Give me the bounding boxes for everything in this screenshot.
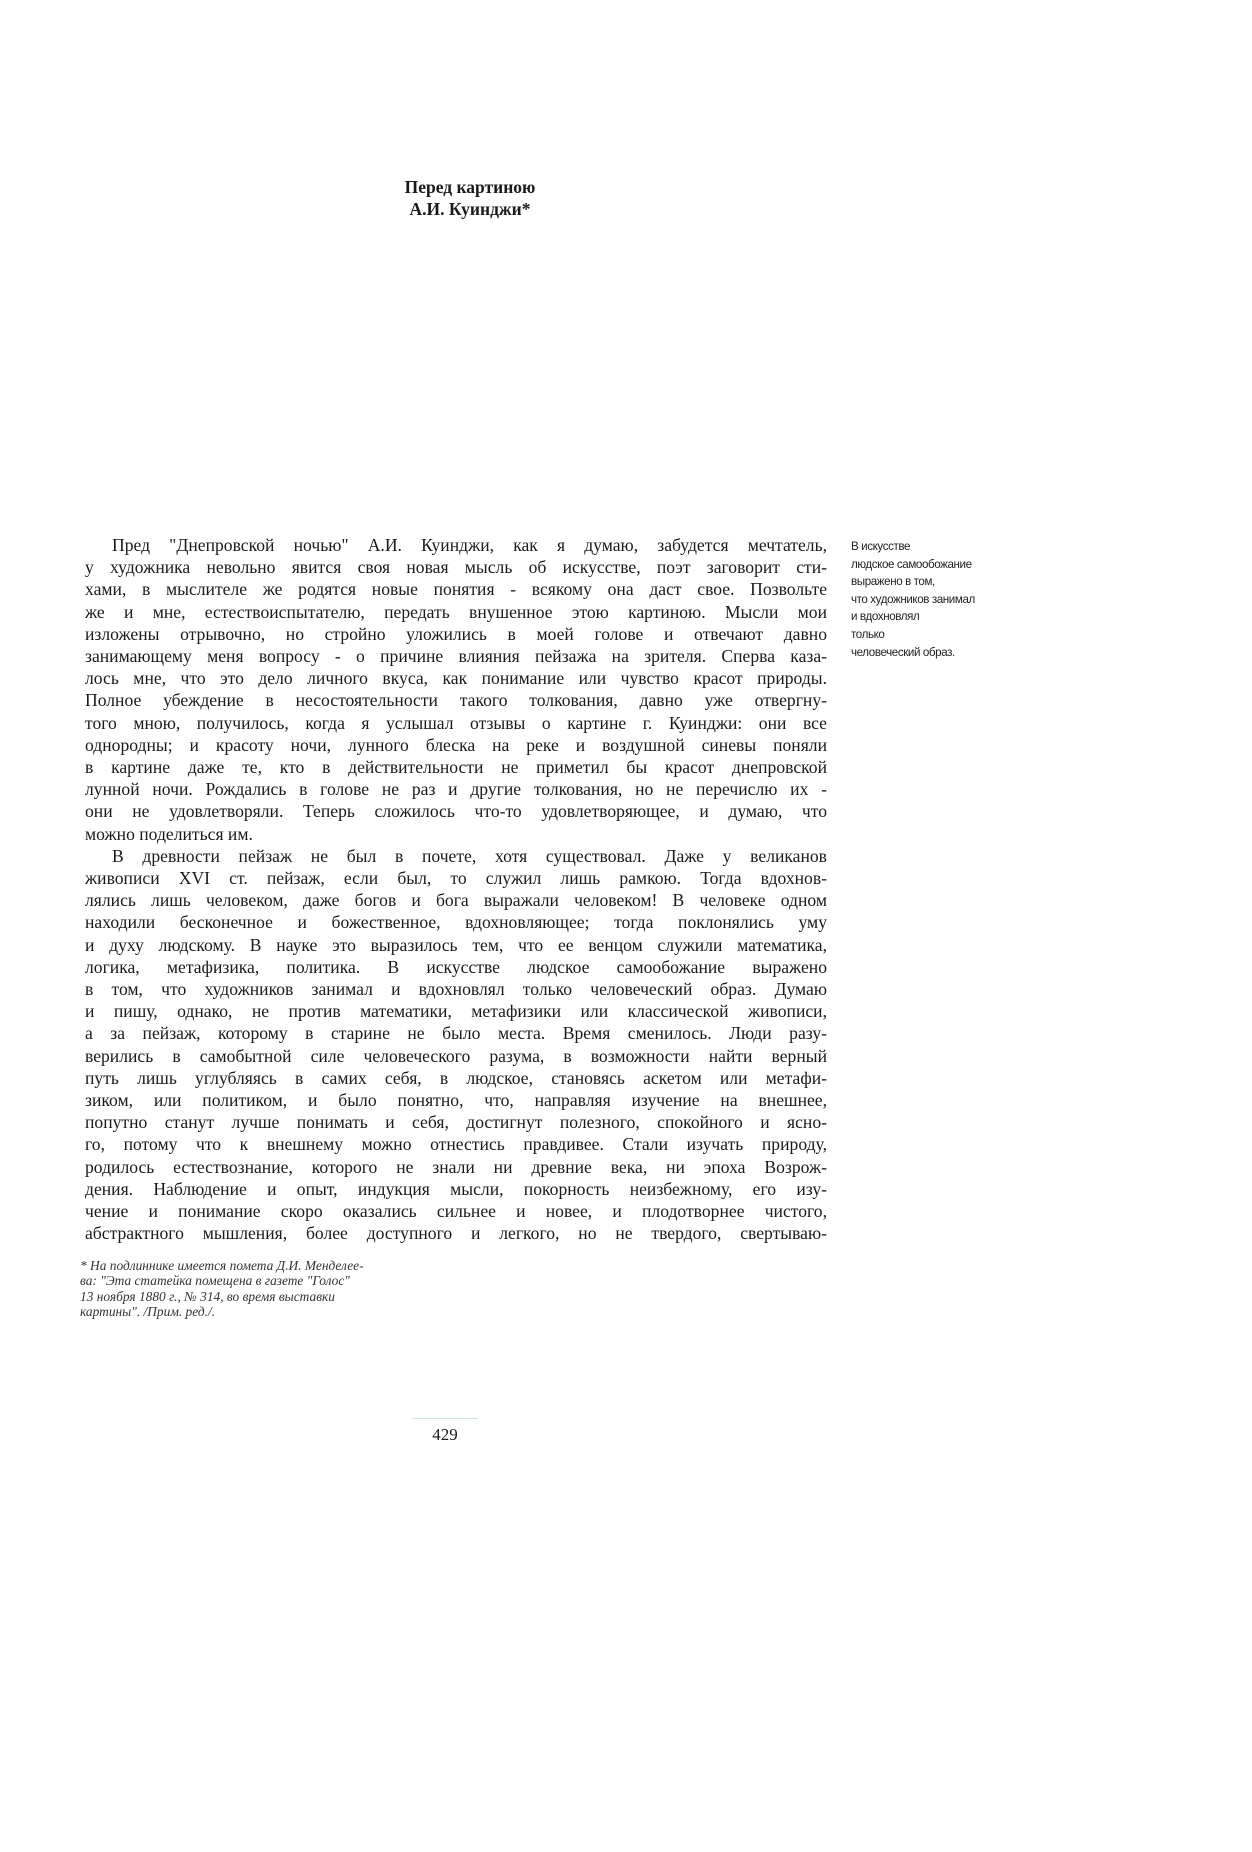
article-body	[85, 534, 827, 1245]
body-line: логика, метафизика, политика. В искусстве людское самообожание выражено	[85, 956, 827, 977]
page-number-rule	[412, 1418, 478, 1419]
body-line: го, потому что к внешнему можно отнестись правдивее. Стали изучать природу,	[85, 1134, 827, 1155]
body-line: Полное убеждение в несостоятельности такого толкования, давно уже отвергну-	[85, 690, 827, 711]
page-number: 429	[432, 1425, 458, 1444]
margin-note-line: выражено в том,	[851, 575, 935, 589]
body-line: находили бесконечное и божественное, вдохновляющее; тогда поклонялись уму	[85, 912, 827, 933]
article-title-line-2: А.И. Куинджи*	[409, 199, 531, 219]
body-line: лунной ночи. Рождались в голове не раз и другие толкования, но не перечислю их -	[85, 779, 827, 800]
margin-note-line: и вдохновлял	[851, 610, 920, 624]
body-line: лялись лишь человеком, даже богов и бога выражали человеком! В человеке одном	[85, 890, 827, 911]
body-line: они не удовлетворяли. Теперь сложилось что-то удовлетворяющее, и думаю, что	[85, 801, 827, 822]
body-line: родилось естествознание, которого не знали ни древние века, ни эпоха Возрож-	[85, 1156, 827, 1177]
body-line: Пред "Днепровской ночью" А.И. Куинджи, как я думаю, забудется мечтатель,	[112, 535, 827, 555]
margin-note-line: людское самообожание	[851, 557, 972, 571]
body-line: же и мне, естествоиспытателю, передать внушенное этою картиною. Мысли мои	[85, 601, 827, 622]
body-line: у художника невольно явится своя новая мысль об искусстве, поэт заговорит сти-	[85, 557, 827, 578]
margin-note-line: только	[851, 627, 885, 641]
margin-note-line: человеческий образ.	[851, 645, 955, 659]
body-line: хами, в мыслителе же родятся новые понятия - всякому она даст свое. Позвольте	[85, 579, 827, 600]
body-line: попутно станут лучше понимать и себя, достигнут полезного, спокойного и ясно-	[85, 1112, 827, 1133]
article-title	[350, 176, 590, 220]
margin-note-line: В искусстве	[851, 540, 911, 553]
footnote-line: картины". /Прим. ред./.	[80, 1304, 216, 1320]
body-line: путь лишь углубляясь в самих себя, в людское, становясь аскетом или метафи-	[85, 1067, 827, 1088]
footnote-line: * На подлиннике имеется помета Д.И. Менделее-	[80, 1258, 364, 1273]
margin-note	[851, 538, 1001, 661]
body-line: можно поделиться им.	[85, 823, 253, 844]
body-line: в картине даже те, кто в действительности не приметил бы красот днепровской	[85, 757, 827, 778]
footnote	[80, 1258, 450, 1320]
body-line: зиком, или политиком, и было понятно, что, направляя изучение на внешнее,	[85, 1090, 827, 1111]
footnote-line: ва: "Эта статейка помещена в газете "Голос"	[80, 1273, 350, 1289]
body-line: абстрактного мышления, более доступного и легкого, но не твердого, свертываю-	[85, 1223, 827, 1244]
body-line: дения. Наблюдение и опыт, индукция мысли, покорность неизбежному, его изу-	[85, 1178, 827, 1199]
body-line: в том, что художников занимал и вдохновлял только человеческий образ. Думаю	[85, 979, 827, 1000]
body-line: того мною, получилось, когда я услышал отзывы о картине г. Куинджи: они все	[85, 712, 827, 733]
body-line: живописи XVI ст. пейзаж, если был, то служил лишь рамкою. Тогда вдохнов-	[85, 868, 827, 889]
body-line: чение и понимание скоро оказались сильнее и новее, и плодотворнее чистого,	[85, 1201, 827, 1222]
margin-note-line: что художников занимал	[851, 592, 975, 606]
body-line: однородны; и красоту ночи, лунного блеска на реке и воздушной синевы поняли	[85, 734, 827, 755]
body-line: изложены отрывочно, но стройно уложились в моей голове и отвечают давно	[85, 623, 827, 644]
body-line: лось мне, что это дело личного вкуса, как понимание или чувство красот природы.	[85, 668, 827, 689]
body-line: и духу людскому. В науке это выразилось тем, что ее венцом служили математика,	[85, 934, 827, 955]
body-line: занимающему меня вопросу - о причине влияния пейзажа на зрителя. Сперва каза-	[85, 646, 827, 667]
body-line: а за пейзаж, которому в старине не было места. Время сменилось. Люди разу-	[85, 1023, 827, 1044]
body-line: верились в самобытной силе человеческого разума, в возможности найти верный	[85, 1045, 827, 1066]
body-line: и пишу, однако, не против математики, метафизики или классической живописи,	[85, 1001, 827, 1022]
article-title-line-1: Перед картиною	[404, 177, 536, 197]
body-line: В древности пейзаж не был в почете, хотя существовал. Даже у великанов	[112, 845, 827, 866]
footnote-line: 13 ноября 1880 г., № 314, во время выставки	[80, 1288, 335, 1304]
